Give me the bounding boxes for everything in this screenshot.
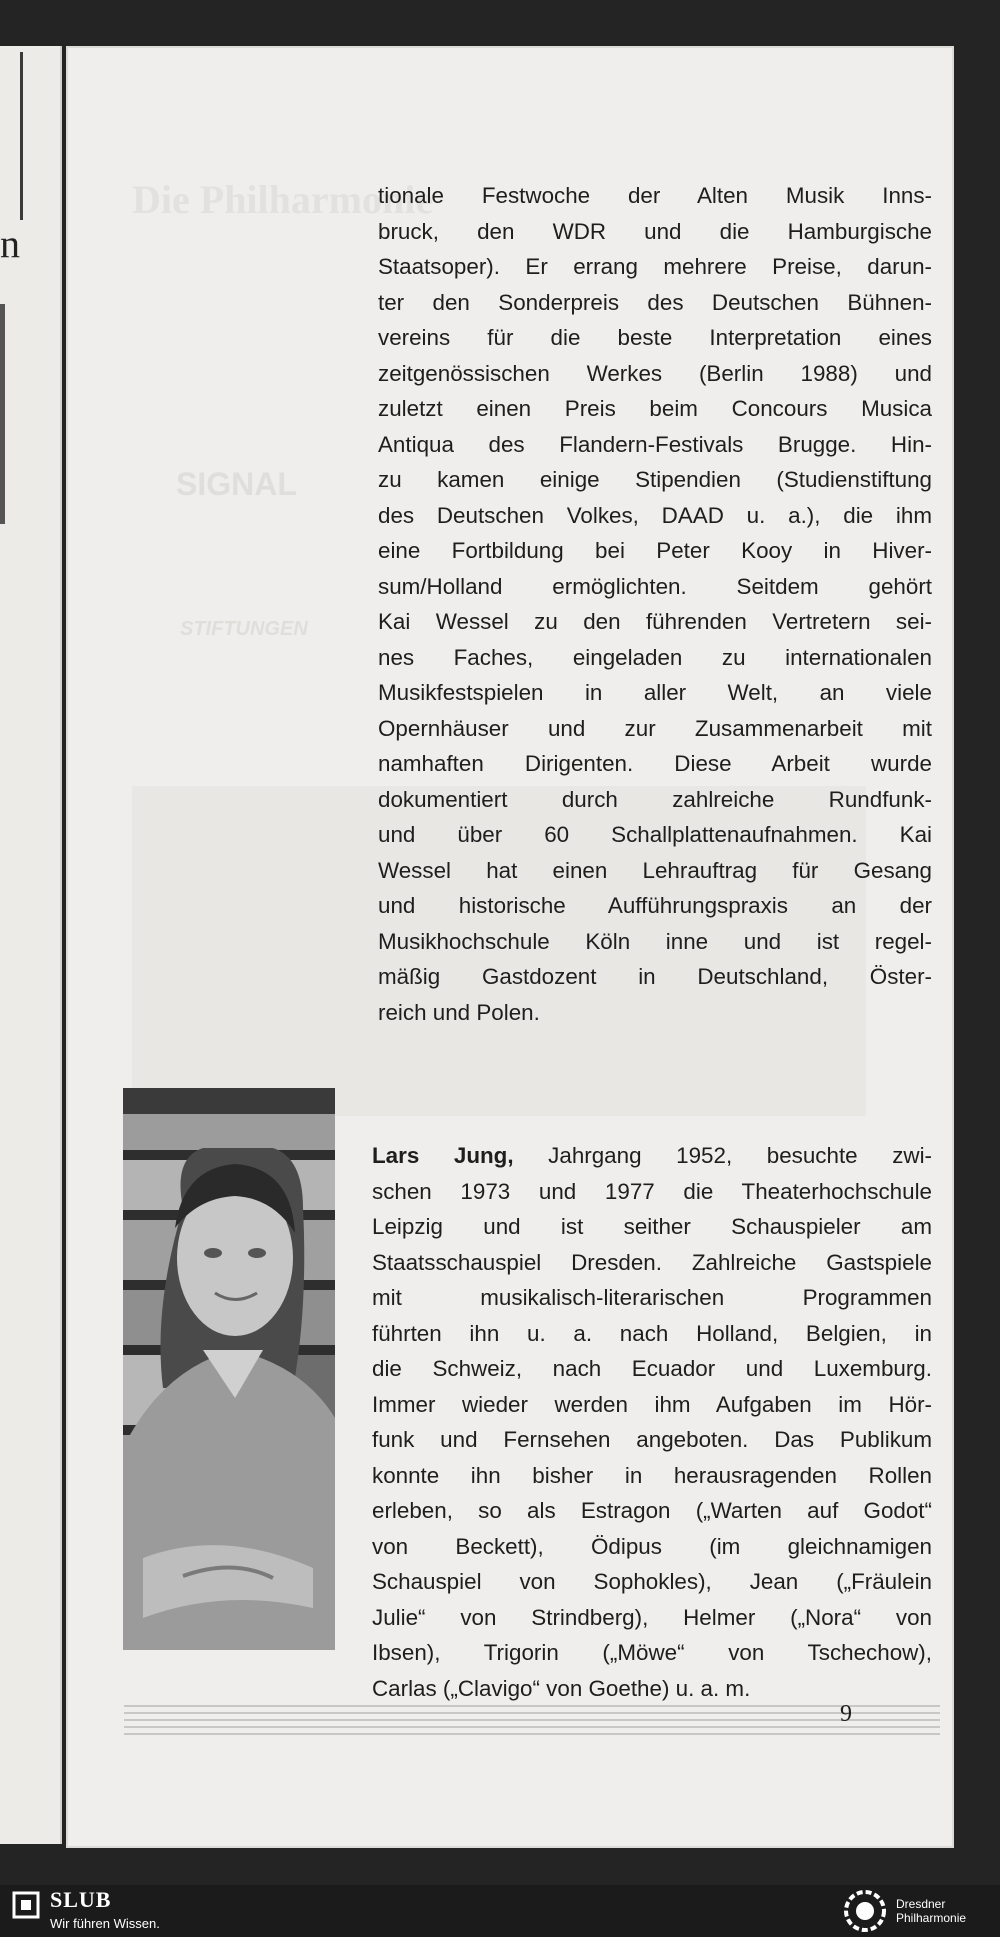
text-line: bruck, den WDR und die Hamburgische <box>378 218 932 244</box>
text-fragment: Jahrgang 1952, besuchte zwi- <box>513 1143 932 1168</box>
text-line: zu kamen einige Stipendien (Studienstiftung <box>378 467 932 492</box>
text-line: tionale Festwoche der Alten Musik Inns- <box>378 183 932 208</box>
text-line: erleben, so als Estragon („Warten auf Godot“ <box>372 1498 932 1523</box>
viewer-footer <box>0 1885 1000 1937</box>
text-line: Immer wieder werden ihm Aufgaben im Hör- <box>372 1391 932 1417</box>
text-line: namhaften Dirigenten. Diese Arbeit wurde <box>378 751 932 776</box>
text-line: Staatsschauspiel Dresden. Zahlreiche Gastspiele <box>372 1249 932 1275</box>
orchestra-logo-icon <box>843 1889 887 1933</box>
orchestra-name <box>896 1897 966 1925</box>
orchestra-name-line-1: Dresdner <box>896 1897 946 1911</box>
text-line: Wessel hat einen Lehrauftrag für Gesang <box>378 857 932 883</box>
text-line: Antiqua des Flandern-Festivals Brugge. Hin- <box>378 431 932 457</box>
biography-lars-jung <box>372 1138 932 1706</box>
text-line: vereins für die beste Interpretation eines <box>378 325 932 350</box>
text-line: zeitgenössischen Werkes (Berlin 1988) und <box>378 360 932 386</box>
text-line: reich und Polen. <box>378 999 540 1025</box>
show-through-logo: STIFTUNGEN <box>180 618 308 640</box>
page-number: 9 <box>840 1701 852 1727</box>
text-line: schen 1973 und 1977 die Theaterhochschule <box>372 1178 932 1204</box>
text-line: Kai Wessel zu den führenden Vertretern sei- <box>378 609 932 634</box>
rule-line <box>124 1712 940 1714</box>
portrait-photo <box>123 1088 335 1650</box>
biography-continuation <box>378 178 932 1030</box>
text-line: sum/Holland ermöglichten. Seitdem gehört <box>378 573 932 599</box>
text-line: Leipzig und ist seither Schauspieler am <box>372 1214 932 1239</box>
text-line: Julie“ von Strindberg), Helmer („Nora“ von <box>372 1604 932 1630</box>
text-line: Staatsoper). Er errang mehrere Preise, darun- <box>378 254 932 279</box>
person-name: Lars Jung, <box>372 1143 514 1168</box>
text-line: Ibsen), Trigorin („Möwe“ von Tschechow), <box>372 1640 932 1665</box>
text-line: dokumentiert durch zahlreiche Rundfunk- <box>378 786 932 812</box>
text-line: Musikfestspielen in aller Welt, an viele <box>378 680 932 705</box>
text-line <box>372 1138 932 1174</box>
booklet-page <box>68 48 952 1846</box>
previous-page-edge <box>0 46 62 1844</box>
rule-line <box>124 1719 940 1721</box>
text-line: nes Faches, eingeladen zu internationalen <box>378 644 932 670</box>
show-through-logo: SIGNAL <box>176 466 297 502</box>
text-line: konnte ihn bisher in herausragenden Rollen <box>372 1462 932 1488</box>
text-line: Schauspiel von Sophokles), Jean („Fräulein <box>372 1569 932 1594</box>
text-line: führten ihn u. a. nach Holland, Belgien, in <box>372 1320 932 1346</box>
text-line: und historische Aufführungspraxis an der <box>378 893 932 918</box>
text-line: mäßig Gastdozent in Deutschland, Öster- <box>378 964 932 989</box>
show-through-title: Die Philharmonie <box>132 177 434 222</box>
text-line: mit musikalisch-literarischen Programmen <box>372 1285 932 1310</box>
orchestra-name-line-2: Philharmonie <box>896 1911 967 1925</box>
previous-page-letter: n <box>0 221 20 266</box>
previous-page-rule <box>20 52 23 220</box>
text-line: des Deutschen Volkes, DAAD u. a.), die ihm <box>378 502 932 528</box>
text-line: von Beckett), Ödipus (im gleichnamigen <box>372 1533 932 1559</box>
page-footer-rules <box>124 1703 940 1735</box>
text-line: Musikhochschule Köln inne und ist regel- <box>378 928 932 954</box>
text-line: Opernhäuser und zur Zusammenarbeit mit <box>378 715 932 741</box>
rule-line <box>124 1705 940 1707</box>
text-line: die Schweiz, nach Ecuador und Luxemburg. <box>372 1356 932 1381</box>
portrait-photo-graphic <box>123 1088 335 1650</box>
rule-line <box>124 1726 940 1728</box>
text-line: funk und Fernsehen angeboten. Das Publikum <box>372 1427 932 1452</box>
previous-page-photo-edge <box>0 304 5 524</box>
text-line: zuletzt einen Preis beim Concours Musica <box>378 396 932 421</box>
library-name: SLUB <box>50 1887 112 1912</box>
text-line: ter den Sonderpreis des Deutschen Bühnen- <box>378 289 932 315</box>
text-line: und über 60 Schallplattenaufnahmen. Kai <box>378 822 932 847</box>
library-tagline: Wir führen Wissen. <box>50 1916 160 1931</box>
rule-line <box>124 1733 940 1735</box>
text-line: eine Fortbildung bei Peter Kooy in Hiver- <box>378 538 932 563</box>
slub-logo-icon <box>12 1891 40 1919</box>
text-line: Carlas („Clavigo“ von Goethe) u. a. m. <box>372 1675 751 1701</box>
